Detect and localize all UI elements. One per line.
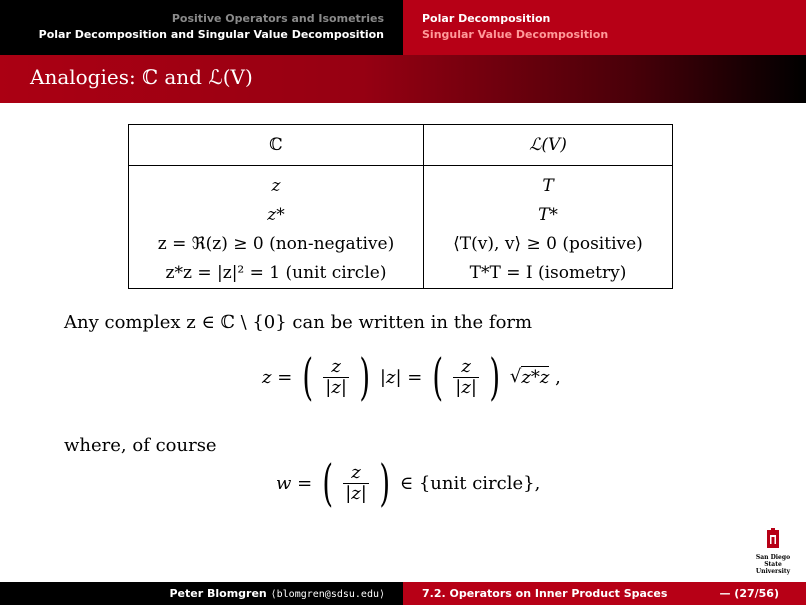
table-cell: T xyxy=(424,166,673,202)
table-header-row xyxy=(129,125,673,166)
equation-unit-circle xyxy=(276,454,541,512)
body-sentence-2: where, of course xyxy=(64,435,217,456)
header-section-nav xyxy=(0,0,403,55)
left-paren: ( xyxy=(432,348,444,406)
table-cell: T* xyxy=(424,201,673,230)
left-paren: ( xyxy=(302,348,314,406)
eq1-end: , xyxy=(555,366,561,388)
fraction xyxy=(343,463,369,504)
fraction-numerator: z xyxy=(461,355,471,377)
left-paren: ( xyxy=(322,454,334,512)
table-header-operators: ℒ(V) xyxy=(424,125,673,166)
fraction xyxy=(323,357,349,398)
analogy-table xyxy=(128,124,673,289)
sdsu-logo xyxy=(748,528,798,575)
table-cell: z = ℜ(z) ≥ 0 (non-negative) xyxy=(129,230,424,259)
nav-link-singular-value-decomposition[interactable]: Singular Value Decomposition xyxy=(422,28,609,41)
footer-author-block xyxy=(0,582,403,605)
university-emblem-icon xyxy=(765,528,781,550)
table-row xyxy=(129,166,673,202)
table-cell: T*T = I (isometry) xyxy=(424,259,673,289)
logo-line-1: San Diego State xyxy=(755,554,791,568)
right-paren: ) xyxy=(378,454,390,512)
table-cell: z*z = |z|² = 1 (unit circle) xyxy=(129,259,424,289)
table-row xyxy=(129,230,673,259)
table-row xyxy=(129,201,673,230)
nav-link-polar-svd[interactable]: Polar Decomposition and Singular Value Decomposition xyxy=(38,28,384,41)
fraction-numerator: z xyxy=(351,461,361,483)
equation-polar-form xyxy=(262,348,561,406)
footer-section-block xyxy=(403,582,806,605)
body-sentence-1: Any complex z ∈ ℂ \ {0} can be written in the form xyxy=(64,312,533,333)
header-subsection-nav xyxy=(403,0,806,55)
footer xyxy=(0,582,806,605)
header-navigation xyxy=(0,0,806,55)
right-paren: ) xyxy=(489,348,500,406)
footer-page-number: — (27/56) xyxy=(719,587,779,600)
table-cell: ⟨T(v), v⟩ ≥ 0 (positive) xyxy=(424,230,673,259)
eq2-lhs: w = xyxy=(276,472,313,494)
table-cell: z* xyxy=(129,201,424,230)
fraction-denominator: |z| xyxy=(325,376,347,398)
right-paren: ) xyxy=(359,348,370,406)
logo-line-2: University xyxy=(755,568,791,575)
fraction-denominator: |z| xyxy=(345,482,367,504)
frame-title: Analogies: ℂ and ℒ(V) xyxy=(30,65,253,89)
author-email[interactable]: ⟨blomgren@sdsu.edu⟩ xyxy=(270,589,385,600)
eq1-lhs: z = xyxy=(262,366,293,388)
eq1-middle: |z| = xyxy=(379,366,423,388)
fraction-numerator: z xyxy=(331,355,341,377)
fraction-denominator: |z| xyxy=(455,376,477,398)
fraction xyxy=(453,357,479,398)
sqrt-argument: z*z xyxy=(521,367,550,388)
sqrt-symbol: √z*z xyxy=(509,366,550,388)
author-name: Peter Blomgren xyxy=(169,587,267,600)
footer-author xyxy=(170,587,386,600)
table-row xyxy=(129,259,673,289)
table-header-complex: ℂ xyxy=(129,125,424,166)
table-cell: z xyxy=(129,166,424,202)
footer-section-title[interactable]: 7.2. Operators on Inner Product Spaces xyxy=(422,587,668,600)
eq2-rhs: ∈ {unit circle}, xyxy=(399,472,541,494)
nav-link-positive-operators[interactable]: Positive Operators and Isometries xyxy=(171,12,384,25)
nav-link-polar-decomposition[interactable]: Polar Decomposition xyxy=(422,12,551,25)
